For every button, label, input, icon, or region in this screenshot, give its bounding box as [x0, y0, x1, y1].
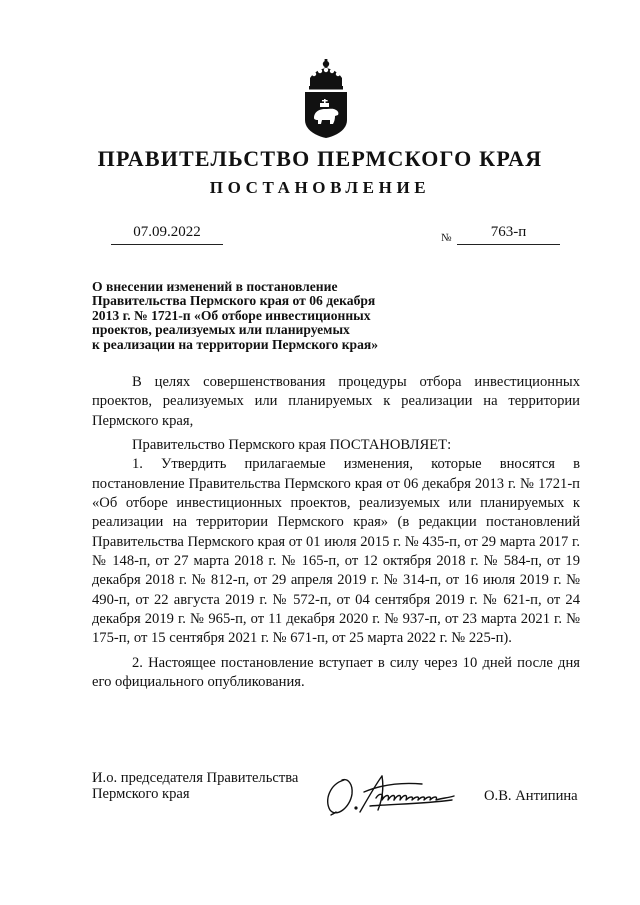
preamble-paragraph: В целях совершенствования процедуры отбора инвестиционных проектов, реализуемых или планируемых к реализации на территории Пермского края, [92, 374, 580, 429]
handwritten-signature [322, 768, 490, 818]
resolves-paragraph: Правительство Пермского края ПОСТАНОВЛЯЕТ: [132, 437, 452, 454]
item-1-paragraph: 1. Утвердить прилагаемые изменения, которые вносятся в постановление Правительства Пермского края от 06 декабря 2013 г. № 1721-п «Об отборе инвестиционных проектов, реализуемых или планируемых к реализации на территории Пермского края» (в редакции постановлений Правительства Пермского края от 01 июля 2015 г. № 435-п, от 29 марта 2017 г. № 148-п, от 27 марта 2018 г. № 165-п, от 12 октября 2018 г. № 584-п, от 19 декабря 2018 г. № 812-п, от 29 апреля 2019 г. № 314-п, от 16 июля 2019 г. № 490-п, от 22 августа 2019 г. № 572-п, от 04 сентября 2019 г. № 621-п, от 24 декабря 2019 г. № 965-п, от 11 декабря 2020 г. № 937-п, от 23 марта 2021 г. № 175-п, от 15 сентября 2021 г. № 671-п, от 25 марта 2022 г. № 225-п). [92, 456, 580, 647]
document-subject [92, 280, 432, 352]
coat-of-arms-icon [302, 58, 350, 138]
subject-line: О внесении изменений в постановление [92, 279, 338, 294]
signatory-name: О.В. Антипина [484, 788, 578, 804]
signatory-position [92, 770, 298, 802]
date-underline [111, 244, 223, 245]
subject-line: 2013 г. № 1721-п «Об отборе инвестиционных [92, 307, 371, 323]
document-date: 07.09.2022 [133, 224, 201, 240]
item-2-paragraph: 2. Настоящее постановление вступает в силу через 10 дней после дня его официального опубликования. [92, 654, 580, 691]
number-sign: № [441, 232, 452, 244]
number-underline [457, 244, 560, 245]
subject-line: Правительства Пермского края от 06 декабря [92, 293, 376, 309]
document-type-title: ПОСТАНОВЛЕНИЕ [209, 178, 431, 197]
subject-line: к реализации на территории Пермского края» [92, 336, 379, 352]
position-line: И.о. председателя Правительства [92, 770, 299, 786]
organization-title: ПРАВИТЕЛЬСТВО ПЕРМСКОГО КРАЯ [97, 146, 543, 171]
document-number: 763-п [490, 224, 527, 240]
subject-line: проектов, реализуемых или планируемых [92, 322, 350, 338]
position-line: Пермского края [92, 786, 190, 802]
document-body [92, 373, 580, 693]
